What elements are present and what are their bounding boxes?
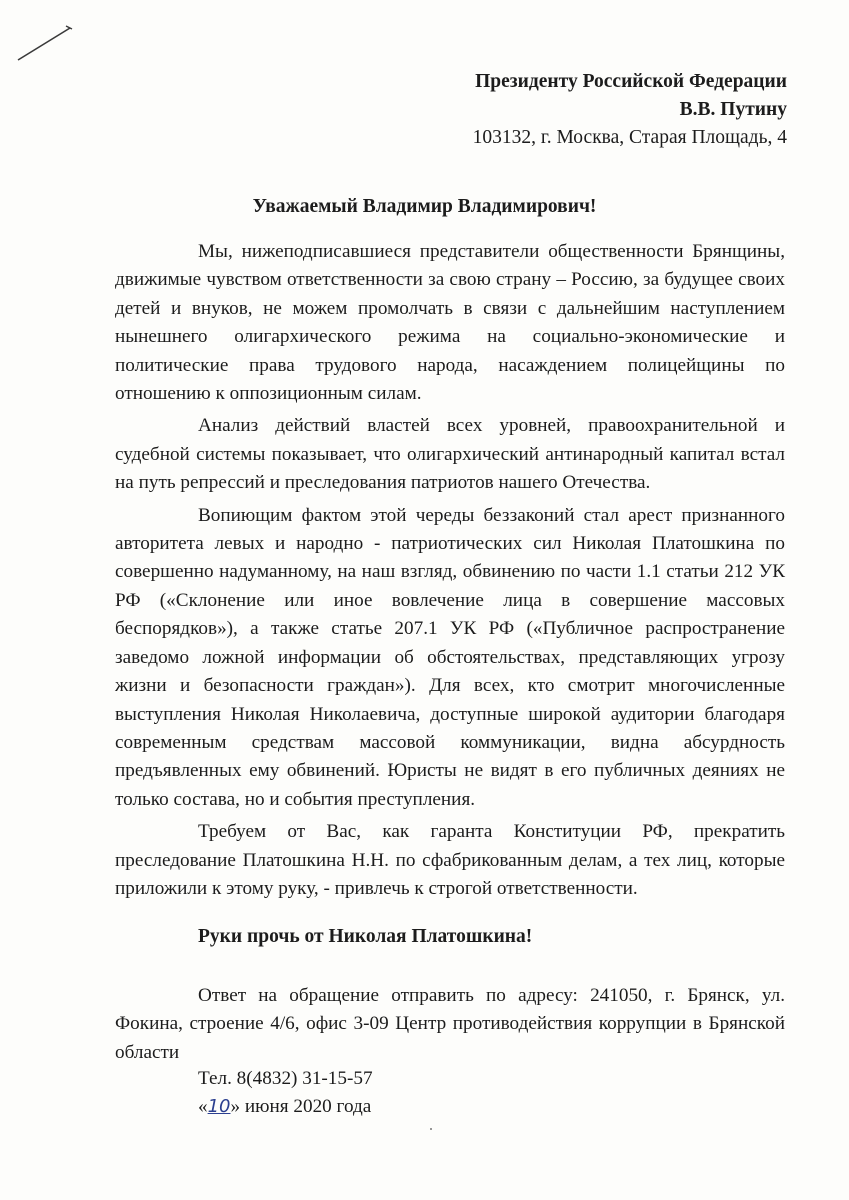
date-day-handwritten: 10 (207, 1096, 231, 1117)
paragraph-1: Мы, нижеподписавшиеся представители общественности Брянщины, движимые чувством ответственности за свою страну – Россию, за будущее своих детей и внуков, не можем промолчать в связи с дальнейшим наступлением нынешнего олигархического режима на социально-экономические и политические права трудового народа, насаждением полицейщины по отношению к оппозиционным силам. (115, 241, 785, 405)
letter-body (115, 238, 785, 907)
reply-address: Ответ на обращение отправить по адресу: 241050, г. Брянск, ул. Фокина, строение 4/6, офис 3-09 Центр противодействия коррупции в Брянской области (115, 985, 785, 1063)
date-open-quote: « (198, 1096, 208, 1117)
salutation: Уважаемый Владимир Владимирович! (252, 196, 597, 217)
addressee-address: 103132, г. Москва, Старая Площадь, 4 (472, 127, 787, 148)
letter-date (198, 1096, 371, 1118)
paragraph-4: Требуем от Вас, как гаранта Конституции РФ, прекратить преследование Платошкина Н.Н. по сфабрикованным делам, а тех лиц, которые приложили к этому руку, - привлечь к строгой ответственности. (115, 821, 785, 899)
addressee-block (473, 68, 787, 152)
addressee-name: В.В. Путину (679, 99, 787, 120)
paragraph-2: Анализ действий властей всех уровней, правоохранительной и судебной системы показывает, что олигархический антинародный капитал встал на путь репрессий и преследования патриотов нашего Отечества. (115, 415, 785, 494)
paragraph-3: Вопиющим фактом этой череды беззаконий стал арест признанного авторитета левых и народно - патриотических сил Николая Платошкина по совершенно надуманному, на наш взгляд, обвинению по части 1.1 статьи 212 УК РФ («Склонение или иное вовлечение лица в совершение массовых беспорядков»), а также статье 207.1 УК РФ («Публичное распространение заведомо ложной информации об обстоятельствах, представляющих угрозу жизни и безопасности граждан»). Для всех, кто смотрит многочисленные выступления Николая Николаевича, доступные широкой аудитории благодаря современным средствам массовой коммуникации, видна абсурдность предъявленных ему обвинений. Юристы не видят в его публичных деяниях не только состава, но и события преступления. (115, 504, 785, 810)
scan-speck (430, 1128, 432, 1130)
slogan: Руки прочь от Николая Платошкина! (198, 926, 533, 947)
reply-address-block (115, 982, 785, 1067)
addressee-title: Президенту Российской Федерации (475, 71, 787, 92)
phone-number: Тел. 8(4832) 31-15-57 (198, 1068, 373, 1089)
pen-stroke-mark (14, 22, 74, 62)
date-rest: » июня 2020 года (230, 1096, 372, 1117)
